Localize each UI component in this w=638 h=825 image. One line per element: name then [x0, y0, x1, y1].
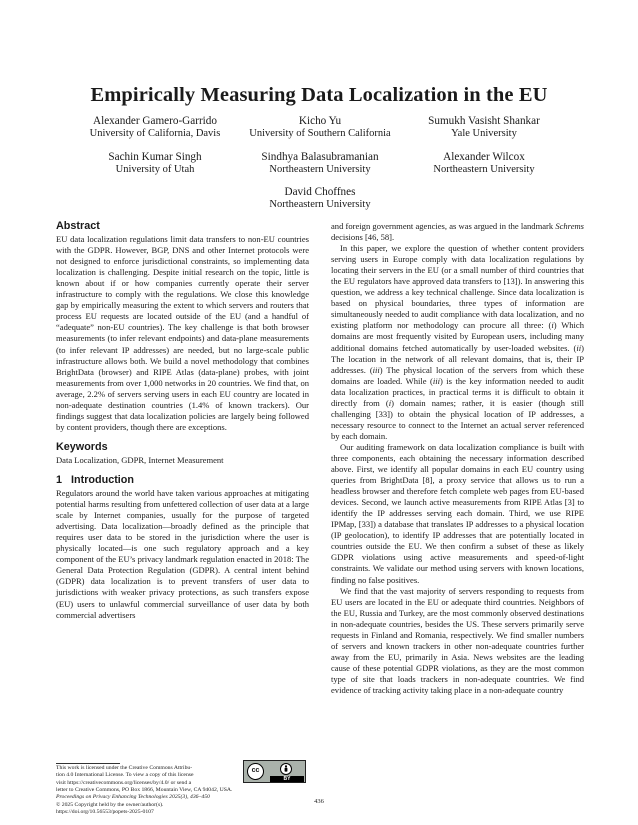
keywords-text: Data Localization, GDPR, Internet Measurement [56, 454, 224, 465]
author-name: Sindhya Balasubramanian [261, 151, 379, 163]
doi-link[interactable]: https://doi.org/10.56553/popets-2025-0107 [56, 809, 154, 815]
license-line: tion 4.0 International License. To view a copy of this license [56, 772, 194, 778]
left-column [56, 221, 309, 621]
author-affiliation: Yale University [451, 127, 517, 139]
copyright-line: © 2025 Copyright held by the owner/author(s). [56, 802, 164, 808]
abstract-heading: Abstract [56, 220, 100, 232]
by-label: BY [270, 776, 304, 782]
author-block [75, 115, 235, 140]
author-block [240, 115, 400, 140]
author-block [75, 151, 235, 176]
author-block [240, 186, 400, 211]
author-name: Sachin Kumar Singh [108, 151, 202, 163]
author-name: David Choffnes [284, 186, 356, 198]
right-paragraph-4: We find that the vast majority of servers responding to requests from EU users are located in the EU or adequate third countries. Neighbors of the EU, Russia and Turkey, are the most commonly observed destinations in non-adequate countries, besides the US. These servers primarily serve requests in Finland and Romania, respectively. We find smaller numbers of servers and known trackers in other non-adequate countries further away from the EU, primarily in Asia. News websites are the leading cause of these potential GDPR violations, as they are the most common type of site that loads trackers in non-adequate countries. We find evidence of tracking activity taking place in a non-adequate country [331, 585, 584, 695]
right-paragraph-2: In this paper, we explore the question of whether content providers serving users in Europe comply with data localization regulations by locating their servers in the EU (or a small number of third countries that the EU regulators have approved data transfers to [13]). In answering this question, we address a key technical challenge. Since data localization is based on physical boundaries, three types of information are simultaneously needed to audit compliance with data localization, and no existing platform nor methodology can procure all three: (i) Which domains are most frequently visited by European users, including many additional domains fetched automatically by user-loaded websites. (ii) The location in the network of all relevant domains, that is, their IP addresses. (iii) The physical location of the servers from which these domains are loaded. While (iii) is the key information needed to audit data localization practices, in practical terms it is difficult to obtain it directly from (i) domain names; rather, it is easier (though still challenging [33]) to obtain the physical location of IP addresses, a necessary resource to connect to the Internet an actual server referenced by each domain. [331, 243, 585, 441]
author-affiliation: Northeastern University [269, 198, 371, 210]
author-block [404, 151, 564, 176]
creative-commons-icon: cc [247, 763, 264, 780]
author-name: Alexander Gamero-Garrido [93, 115, 217, 127]
author-block [404, 115, 564, 140]
author-name: Sumukh Vasisht Shankar [428, 115, 540, 127]
license-link[interactable]: visit https://creativecommons.org/licenses/by/4.0/ or send a [56, 780, 192, 786]
attribution-icon [270, 762, 304, 781]
author-name: Alexander Wilcox [443, 151, 525, 163]
author-affiliation: University of California, Davis [89, 127, 221, 139]
page-number: 436 [314, 798, 324, 805]
author-name: Kicho Yu [298, 115, 342, 127]
cc-by-license-badge[interactable] [243, 760, 306, 783]
introduction-heading [56, 475, 309, 486]
license-line: letter to Creative Commons, PO Box 1866, Mountain View, CA 94042, USA. [56, 787, 233, 793]
paper-title: Empirically Measuring Data Localization in the EU [90, 84, 548, 106]
author-block [240, 151, 400, 176]
author-affiliation: University of Utah [115, 163, 195, 175]
author-affiliation: Northeastern University [269, 163, 371, 175]
footnote-rule [56, 763, 120, 764]
right-paragraph-1: and foreign government agencies, as was argued in the landmark Schrems decisions [46, 58]. [331, 221, 584, 243]
right-paragraph-3: Our auditing framework on data localization compliance is built with three components, each obtaining the necessary information described above. First, we identify all popular domains in each EU country using queries from BrightData [8], a proxy service that allows us to run a headless browser and therefore fetch complete web pages from EU-based devices. Second, we launch active measurements from RIPE Atlas [3] to identify the IP addresses serving each domain. Third, we use RIPE IPMap, [33]) a database that translates IP addresses to a physical location (IP geolocation), to identify IP addresses that are potentially located in countries outside the EU. We then confirm a subset of these as likely GDPR violations using active measurements and speed-of-light constraints. We validate our method using servers with known locations, finding no false positives. [331, 441, 584, 585]
keywords-heading: Keywords [56, 440, 108, 453]
author-affiliation: University of Southern California [249, 127, 391, 139]
license-line: This work is licensed under the Creative Commons Attribu- [56, 765, 193, 771]
section-title: Introduction [71, 473, 134, 486]
introduction-text: Regulators around the world have taken various approaches at mitigating potential harms resulting from unfettered collection of user data at a large scale by Internet companies, usually for the purpose of targeted advertising. Data localization—broadly defined as the principle that requires user data to be stored in the jurisdiction where the user is physically located—is one such regulatory approach and a key component of the EU’s privacy landmark regulation enacted in 2018: The General Data Protection Regulation (GDPR). A central intent behind (GDPR) data localization is to prevent transfers of user data to jurisdictions with weaker privacy protections, as such transfers expose (EU) users to unlawful commercial surveillance of user data by both commercial advertisers [56, 488, 309, 620]
abstract-text: EU data localization regulations limit data transfers to non-EU countries with the GDPR. However, BGP, DNS and other Internet protocols were not designed to enforce jurisdictional constraints, so implementing data localization is challenging. Despite initial research on the topic, little is known about if or how companies currently operate their server infrastructure to comply with the regulations. We close this knowledge gap by empirically measuring the extent to which servers and routers that process EU requests are located outside of the EU (and a handful of “adequate” non-EU countries). The key challenge is that both browser measurements (to infer relevant endpoints) and data-plane measurements (to infer relevant IP addresses) are needed, but no large-scale public infrastructure allows both. We build a novel methodology that combines BrightData (browser) and RIPE Atlas (data-plane) probes, with joint measurements from over 1,000 networks in 20 countries. We find that, on average, 2.2% of servers serving users in each EU country are located in non-adequate destination countries (1.4% of known trackers). Our findings suggest that data localization policies are largely being followed by content providers, though there are exceptions. [56, 234, 309, 432]
right-column [331, 221, 584, 696]
person-icon [280, 763, 292, 775]
author-affiliation: Northeastern University [433, 163, 535, 175]
section-number: 1 [56, 473, 63, 486]
proceedings-line: Proceedings on Privacy Enhancing Technologies 2025(3), 436–450 [56, 794, 210, 800]
